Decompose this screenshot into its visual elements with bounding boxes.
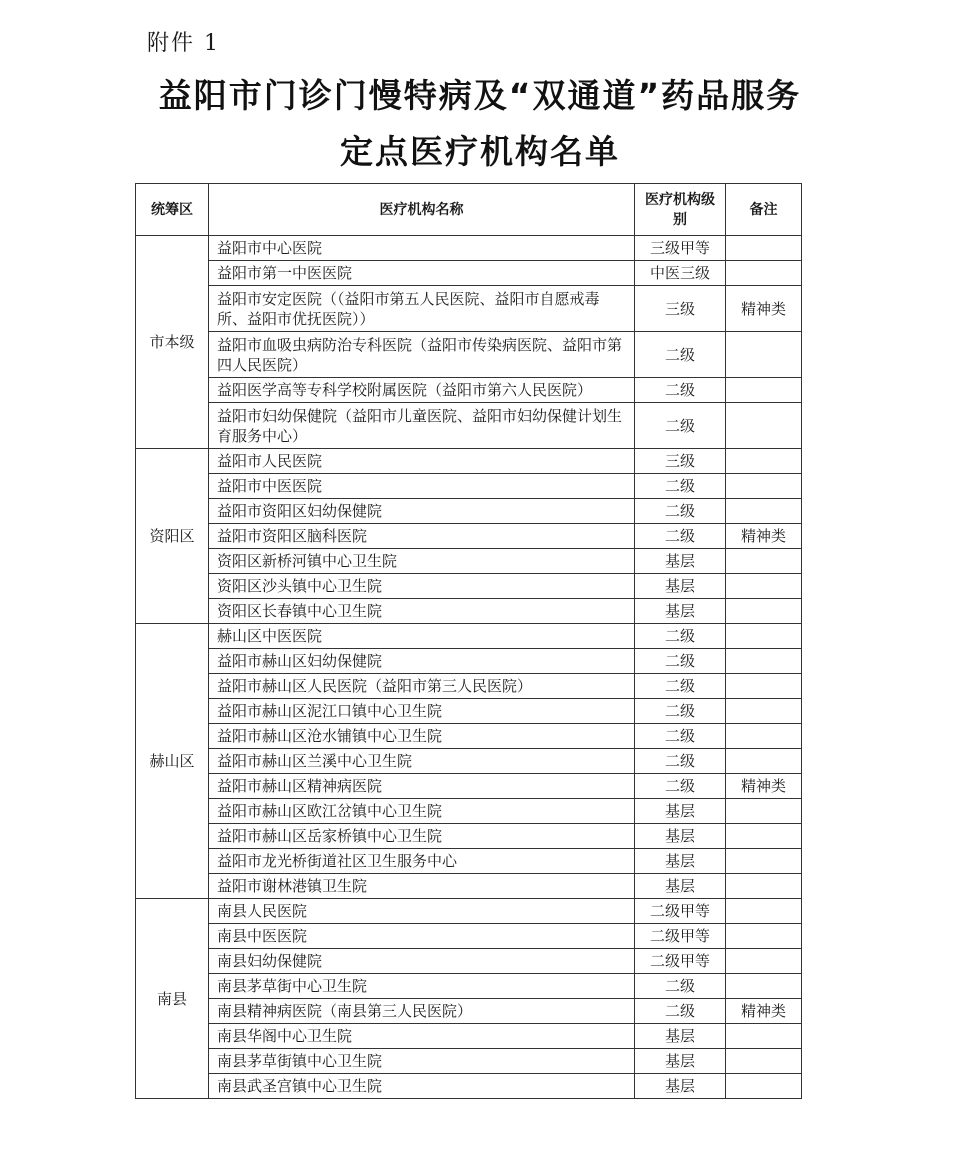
note-cell xyxy=(726,849,802,874)
table-row xyxy=(136,874,802,899)
table-row xyxy=(136,724,802,749)
note-cell xyxy=(726,403,802,449)
note-cell xyxy=(726,874,802,899)
table-row xyxy=(136,574,802,599)
institution-name-cell: 资阳区长春镇中心卫生院 xyxy=(209,599,635,624)
institution-name-cell: 南县精神病医院（南县第三人民医院） xyxy=(209,999,635,1024)
institution-name-cell: 益阳市资阳区妇幼保健院 xyxy=(209,499,635,524)
level-cell: 基层 xyxy=(635,549,726,574)
table-header-row xyxy=(136,184,802,236)
institution-name-cell: 益阳市妇幼保健院（益阳市儿童医院、益阳市妇幼保健计划生育服务中心） xyxy=(209,403,635,449)
level-cell: 三级 xyxy=(635,286,726,332)
note-cell xyxy=(726,799,802,824)
table-row xyxy=(136,674,802,699)
region-cell: 市本级 xyxy=(136,236,209,449)
institution-name-cell: 南县妇幼保健院 xyxy=(209,949,635,974)
table-row xyxy=(136,849,802,874)
institution-name-cell: 益阳市龙光桥街道社区卫生服务中心 xyxy=(209,849,635,874)
institution-name-cell: 益阳市中医医院 xyxy=(209,474,635,499)
attachment-label: 附件 1 xyxy=(147,31,220,56)
note-cell xyxy=(726,474,802,499)
header-level: 医疗机构级别 xyxy=(635,184,726,236)
institution-name-cell: 南县中医医院 xyxy=(209,924,635,949)
document-title-line2: 定点医疗机构名单 xyxy=(340,132,620,171)
institution-name-cell: 益阳市血吸虫病防治专科医院（益阳市传染病医院、益阳市第四人民医院） xyxy=(209,332,635,378)
institution-name-cell: 益阳市赫山区欧江岔镇中心卫生院 xyxy=(209,799,635,824)
table-row xyxy=(136,749,802,774)
table-row xyxy=(136,1024,802,1049)
table-row xyxy=(136,1049,802,1074)
region-cell: 资阳区 xyxy=(136,449,209,624)
level-cell: 二级 xyxy=(635,474,726,499)
level-cell: 二级甲等 xyxy=(635,899,726,924)
table-row xyxy=(136,499,802,524)
level-cell: 基层 xyxy=(635,1024,726,1049)
header-region: 统筹区 xyxy=(136,184,209,236)
institution-name-cell: 益阳市赫山区岳家桥镇中心卫生院 xyxy=(209,824,635,849)
institution-name-cell: 益阳市谢林港镇卫生院 xyxy=(209,874,635,899)
table-row xyxy=(136,899,802,924)
level-cell: 二级 xyxy=(635,378,726,403)
table-row xyxy=(136,236,802,261)
table-row xyxy=(136,824,802,849)
level-cell: 基层 xyxy=(635,849,726,874)
table-row xyxy=(136,599,802,624)
table-row xyxy=(136,403,802,449)
note-cell xyxy=(726,974,802,999)
note-cell xyxy=(726,699,802,724)
level-cell: 基层 xyxy=(635,874,726,899)
note-cell xyxy=(726,599,802,624)
table-row xyxy=(136,624,802,649)
institution-name-cell: 益阳市中心医院 xyxy=(209,236,635,261)
table-row xyxy=(136,699,802,724)
level-cell: 二级 xyxy=(635,749,726,774)
header-name: 医疗机构名称 xyxy=(209,184,635,236)
table-row xyxy=(136,999,802,1024)
level-cell: 基层 xyxy=(635,1049,726,1074)
level-cell: 二级 xyxy=(635,649,726,674)
level-cell: 中医三级 xyxy=(635,261,726,286)
level-cell: 二级 xyxy=(635,624,726,649)
document-title-line1: 益阳市门诊门慢特病及“双通道”药品服务 xyxy=(158,76,802,115)
institution-name-cell: 益阳市赫山区人民医院（益阳市第三人民医院） xyxy=(209,674,635,699)
note-cell xyxy=(726,749,802,774)
note-cell xyxy=(726,924,802,949)
level-cell: 二级 xyxy=(635,974,726,999)
level-cell: 二级甲等 xyxy=(635,949,726,974)
level-cell: 三级甲等 xyxy=(635,236,726,261)
region-cell: 南县 xyxy=(136,899,209,1099)
note-cell xyxy=(726,1074,802,1099)
table-row xyxy=(136,549,802,574)
table-row xyxy=(136,924,802,949)
level-cell: 二级 xyxy=(635,774,726,799)
note-cell xyxy=(726,236,802,261)
level-cell: 二级 xyxy=(635,403,726,449)
level-cell: 基层 xyxy=(635,824,726,849)
institution-name-cell: 益阳市赫山区沧水铺镇中心卫生院 xyxy=(209,724,635,749)
note-cell xyxy=(726,724,802,749)
note-cell xyxy=(726,449,802,474)
institution-name-cell: 益阳市赫山区泥江口镇中心卫生院 xyxy=(209,699,635,724)
note-cell: 精神类 xyxy=(726,774,802,799)
table-row xyxy=(136,474,802,499)
note-cell xyxy=(726,261,802,286)
institution-name-cell: 南县人民医院 xyxy=(209,899,635,924)
level-cell: 二级甲等 xyxy=(635,924,726,949)
note-cell xyxy=(726,332,802,378)
institution-name-cell: 益阳市赫山区兰溪中心卫生院 xyxy=(209,749,635,774)
institution-name-cell: 益阳市赫山区妇幼保健院 xyxy=(209,649,635,674)
header-note: 备注 xyxy=(726,184,802,236)
institution-name-cell: 益阳市赫山区精神病医院 xyxy=(209,774,635,799)
level-cell: 二级 xyxy=(635,724,726,749)
institution-name-cell: 益阳市人民医院 xyxy=(209,449,635,474)
note-cell xyxy=(726,1049,802,1074)
institution-name-cell: 南县茅草街镇中心卫生院 xyxy=(209,1049,635,1074)
table-row xyxy=(136,449,802,474)
note-cell xyxy=(726,1024,802,1049)
institution-table xyxy=(135,183,802,1099)
table-row xyxy=(136,949,802,974)
table-row xyxy=(136,261,802,286)
note-cell xyxy=(726,949,802,974)
institution-name-cell: 资阳区新桥河镇中心卫生院 xyxy=(209,549,635,574)
table-row xyxy=(136,378,802,403)
level-cell: 基层 xyxy=(635,1074,726,1099)
note-cell xyxy=(726,574,802,599)
level-cell: 二级 xyxy=(635,674,726,699)
region-cell: 赫山区 xyxy=(136,624,209,899)
note-cell xyxy=(726,824,802,849)
institution-name-cell: 益阳市第一中医医院 xyxy=(209,261,635,286)
table-row xyxy=(136,1074,802,1099)
level-cell: 基层 xyxy=(635,599,726,624)
level-cell: 基层 xyxy=(635,799,726,824)
note-cell xyxy=(726,899,802,924)
level-cell: 基层 xyxy=(635,574,726,599)
table-body xyxy=(136,236,802,1099)
institution-name-cell: 资阳区沙头镇中心卫生院 xyxy=(209,574,635,599)
level-cell: 二级 xyxy=(635,699,726,724)
level-cell: 二级 xyxy=(635,524,726,549)
institution-name-cell: 益阳医学高等专科学校附属医院（益阳市第六人民医院） xyxy=(209,378,635,403)
institution-name-cell: 南县武圣宫镇中心卫生院 xyxy=(209,1074,635,1099)
institution-name-cell: 南县茅草街中心卫生院 xyxy=(209,974,635,999)
level-cell: 三级 xyxy=(635,449,726,474)
note-cell: 精神类 xyxy=(726,524,802,549)
note-cell xyxy=(726,649,802,674)
table-row xyxy=(136,774,802,799)
table-row xyxy=(136,286,802,332)
institution-name-cell: 南县华阁中心卫生院 xyxy=(209,1024,635,1049)
level-cell: 二级 xyxy=(635,332,726,378)
table-row xyxy=(136,332,802,378)
table-row xyxy=(136,799,802,824)
table-row xyxy=(136,524,802,549)
note-cell xyxy=(726,549,802,574)
table-row xyxy=(136,649,802,674)
note-cell xyxy=(726,674,802,699)
note-cell xyxy=(726,499,802,524)
institution-name-cell: 益阳市资阳区脑科医院 xyxy=(209,524,635,549)
note-cell xyxy=(726,624,802,649)
table-row xyxy=(136,974,802,999)
note-cell xyxy=(726,378,802,403)
level-cell: 二级 xyxy=(635,499,726,524)
note-cell: 精神类 xyxy=(726,286,802,332)
institution-name-cell: 益阳市安定医院（（益阳市第五人民医院、益阳市自愿戒毒所、益阳市优抚医院）） xyxy=(209,286,635,332)
institution-name-cell: 赫山区中医医院 xyxy=(209,624,635,649)
level-cell: 二级 xyxy=(635,999,726,1024)
note-cell: 精神类 xyxy=(726,999,802,1024)
